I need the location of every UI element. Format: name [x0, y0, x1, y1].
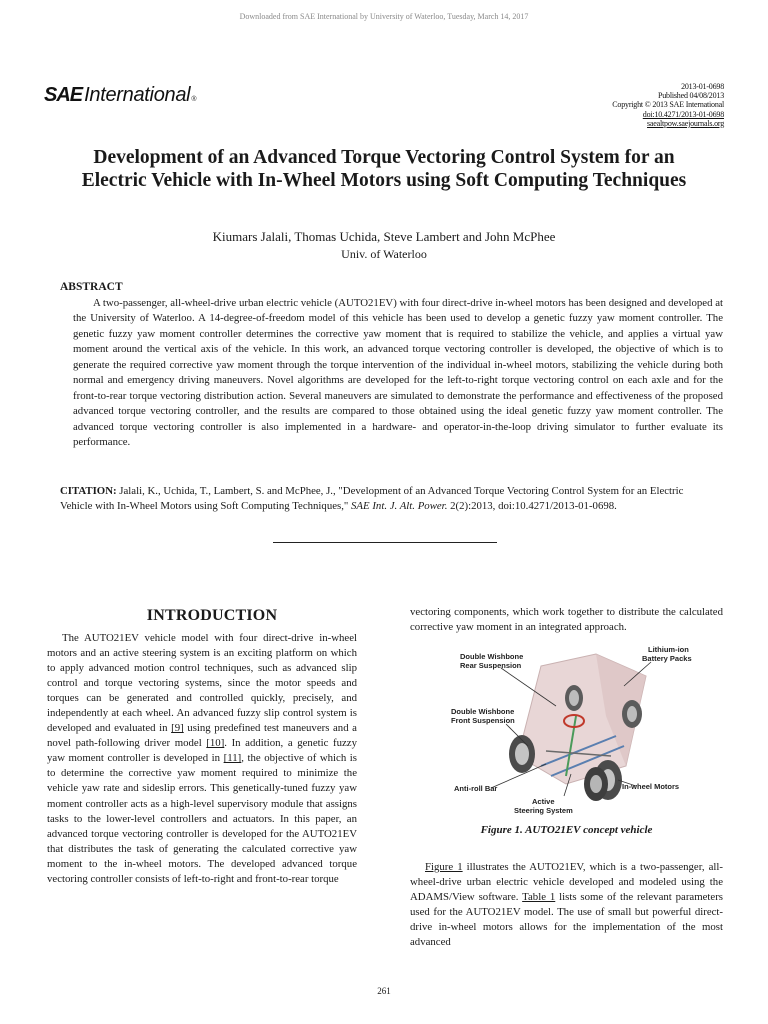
citation-tail: 2(2):2013, doi:10.4271/2013-01-0698.: [447, 500, 617, 512]
intro-text: using predefined test maneuvers and a novel path-following driver model: [47, 722, 357, 750]
doi-link[interactable]: doi:10.4271/2013-01-0698: [642, 109, 724, 119]
affiliation: Univ. of Waterloo: [341, 247, 427, 261]
intro-text: The AUTO21EV vehicle model with four direct-drive in-wheel motors and an active steering system is an exciting platform on which to apply advanced motion control techniques, such as advanced slip control and torque vectoring systems, since the motor speeds and torques can be generated and controlled quickly, precisely, and independently at each wheel. An advanced fuzzy slip control system is developed and evaluated in: [47, 632, 357, 735]
label-in-wheel-motors: In-wheel Motors: [622, 782, 680, 791]
citation-label: CITATION:: [60, 485, 117, 497]
page-number: 261: [377, 986, 391, 996]
logo-sae-text: SAE: [44, 84, 83, 106]
paper-id: 2013-01-0698: [681, 82, 724, 91]
label-double-wishbone-rear-2: Rear Suspension: [460, 661, 522, 670]
ref-link-9[interactable]: [9]: [171, 722, 184, 735]
journal-site-link[interactable]: saealtpow.saejournals.org: [647, 118, 724, 128]
auto21ev-concept-figure: [446, 646, 716, 816]
sae-logo: [44, 84, 196, 107]
download-note: Downloaded from SAE International by University of Waterloo, Tuesday, March 14, 2017: [239, 12, 529, 21]
label-double-wishbone-front-1: Double Wishbone: [451, 707, 515, 716]
section-divider: [273, 542, 497, 543]
label-double-wishbone-front-2: Front Suspension: [451, 716, 515, 725]
intro-text: illustrates the AUTO21EV, which is a two-passenger, all-wheel-drive urban electric vehicle developed and modeled using the ADAMS/View software.: [410, 861, 723, 904]
table-1-link[interactable]: Table 1: [522, 891, 556, 904]
paper-title: Development of an Advanced Torque Vectoring Control System for an Electric Vehicle with In-Wheel Motors using Soft Computing Techniques: [81, 147, 687, 191]
introduction-left-column: [47, 631, 357, 887]
logo-international-text: International: [84, 84, 191, 106]
abstract-text: A two-passenger, all-wheel-drive urban electric vehicle (AUTO21EV) with four direct-drive in-wheel motors has been designed and developed at the University of Waterloo. A 14-degree-of-freedom model of this vehicle has been used to develop a genetic fuzzy yaw moment controller. The genetic fuzzy yaw moment controller determines the corrective yaw moment that is required to stabilize the vehicle, and applies a virtual yaw moment around the vertical axis of the vehicle. In this work, an advanced torque vectoring controller is developed, the objective of which is to generate the required corrective yaw moment through the torque intervention of the individual in-wheel motors, stabilizing the vehicle during both normal and emergency driving maneuvers. Novel algorithms are developed for the left-to-right torque vectoring control on each axle and for the front-to-rear torque vectoring distribution action. Several maneuvers are simulated to demonstrate the performance and effectiveness of the proposed advanced torque vectoring controller, and the results are compared to those obtained using the ideal genetic fuzzy yaw moment controller. The advanced torque vectoring controller is also implemented in a hardware- and operator-in-the-loop driving simulator to further evaluate its performance.: [73, 297, 723, 449]
copyright: Copyright © 2013 SAE International: [612, 100, 724, 110]
label-active-steering-1: Active: [532, 797, 555, 806]
publication-meta: [612, 82, 724, 128]
authors: Kiumars Jalali, Thomas Uchida, Steve Lambert and John McPhee: [212, 229, 556, 244]
published-date: Published 04/08/2013: [657, 91, 724, 101]
introduction-right-column-bottom: [410, 860, 723, 950]
abstract-heading: ABSTRACT: [60, 281, 123, 293]
label-anti-roll-bar: Anti-roll Bar: [454, 784, 498, 793]
citation-journal: SAE Int. J. Alt. Power.: [351, 500, 448, 512]
front-right-wheel-2: [584, 767, 608, 801]
figure-caption: Figure 1. AUTO21EV concept vehicle: [480, 824, 653, 836]
intro-text: lists some of the relevant parameters used for the AUTO21EV model. The use of small but powerful direct-drive in-wheel motors allows for the implementation of the most advanced: [410, 891, 724, 949]
intro-text: , the objective of which is to determine the corrective yaw moment required to minimize the vehicle yaw rate and sideslip errors. This genetically-tuned fuzzy yaw moment controller acts as a high-level supervisory module that assigns tasks to the lower-level controllers and actuators. In this paper, an advanced torque vectoring controller is developed for the AUTO21EV that distributes the task of generating the calculated corrective yaw moment to the in-wheel motors. The developed advanced torque vectoring controller consists of left-to-right and front-to-rear torque: [47, 752, 357, 885]
front-left-wheel: [509, 735, 535, 773]
introduction-heading: INTRODUCTION: [146, 607, 278, 624]
label-active-steering-2: Steering System: [514, 806, 573, 815]
label-battery-2: Battery Packs: [642, 654, 692, 663]
label-battery-1: Lithium-ion: [648, 646, 689, 654]
rear-left-wheel: [565, 685, 583, 711]
citation-text: Jalali, K., Uchida, T., Lambert, S. and McPhee, J., "Development of an Advanced Torque Vectoring Control System for an Electric Vehicle with In-Wheel Motors using Soft Computing Techniques,": [60, 485, 684, 512]
logo-registered-mark: ®: [191, 96, 197, 103]
ref-link-10[interactable]: [10]: [206, 737, 225, 750]
ref-link-11[interactable]: [11]: [223, 752, 242, 765]
label-double-wishbone-rear-1: Double Wishbone: [460, 652, 524, 661]
intro-text: . In addition, a genetic fuzzy yaw moment controller is developed in: [47, 737, 357, 765]
introduction-right-column-top: vectoring components, which work together to distribute the calculated corrective yaw moment in an integrated approach.: [410, 606, 723, 634]
rear-right-wheel: [622, 700, 642, 728]
figure-1-link[interactable]: Figure 1: [425, 861, 463, 873]
citation: [60, 484, 690, 514]
